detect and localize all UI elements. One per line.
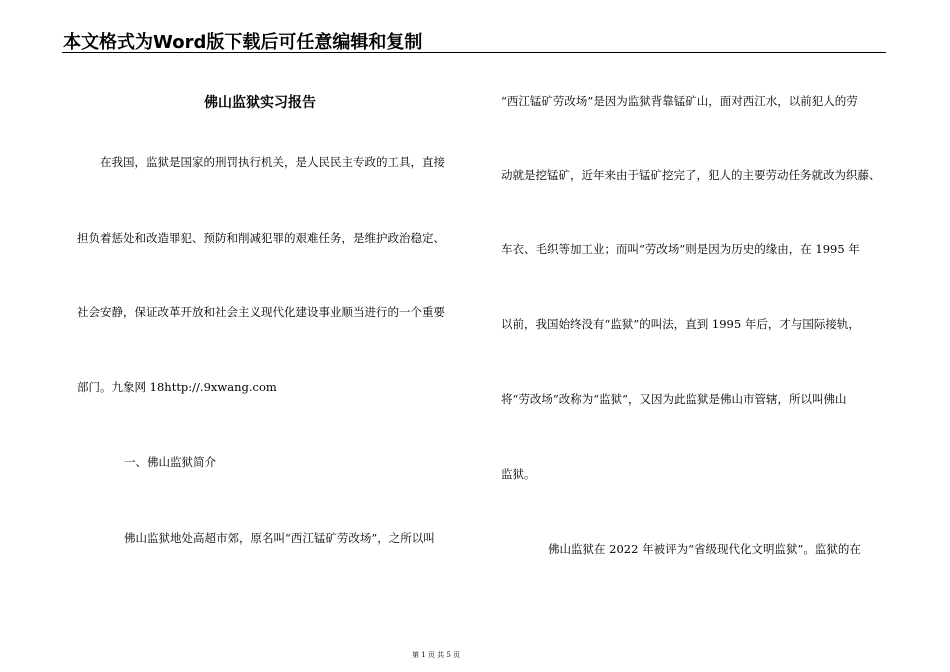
left-para-line-6: 佛山监狱地处高超市郊，原名叫“西江锰矿劳改场”，之所以叫 bbox=[124, 531, 435, 545]
right-para-line-2: 动就是挖锰矿，近年来由于锰矿挖完了，犯人的主要劳动任务就改为织藤、 bbox=[501, 168, 881, 182]
right-para-line-1: “西江锰矿劳改场”是因为监狱背靠锰矿山，面对西江水，以前犯人的劳 bbox=[501, 94, 858, 108]
document-header: 本文格式为Word版下载后可任意编辑和复制 bbox=[63, 32, 423, 53]
left-para-line-3: 社会安静，保证改革开放和社会主义现代化建设事业顺当进行的一个重要 bbox=[77, 305, 445, 319]
right-para-line-3: 车衣、毛织等加工业；而叫“劳改场”则是因为历史的缘由，在 1995 年 bbox=[501, 242, 860, 256]
right-para-line-6: 监狱。 bbox=[501, 467, 536, 481]
right-para-line-7: 佛山监狱在 2022 年被评为“省级现代化文明监狱”。监狱的在 bbox=[548, 542, 861, 556]
left-para-line-4: 部门。九象网 18http://.9xwang.com bbox=[77, 380, 277, 394]
left-para-line-2: 担负着惩处和改造罪犯、预防和削减犯罪的艰难任务，是维护政治稳定、 bbox=[77, 231, 445, 245]
right-para-line-5: 将“劳改场”改称为“监狱”，又因为此监狱是佛山市管辖，所以叫佛山 bbox=[501, 392, 847, 406]
section-heading: 一、佛山监狱简介 bbox=[124, 455, 216, 469]
right-para-line-4: 以前，我国始终没有“监狱”的叫法，直到 1995 年后，才与国际接轨， bbox=[501, 317, 860, 331]
header-divider bbox=[62, 52, 886, 53]
page-footer: 第 1 页 共 5 页 bbox=[412, 651, 461, 659]
document-title: 佛山监狱实习报告 bbox=[204, 95, 316, 111]
left-para-line-1: 在我国，监狱是国家的刑罚执行机关，是人民民主专政的工具，直接 bbox=[100, 155, 445, 169]
